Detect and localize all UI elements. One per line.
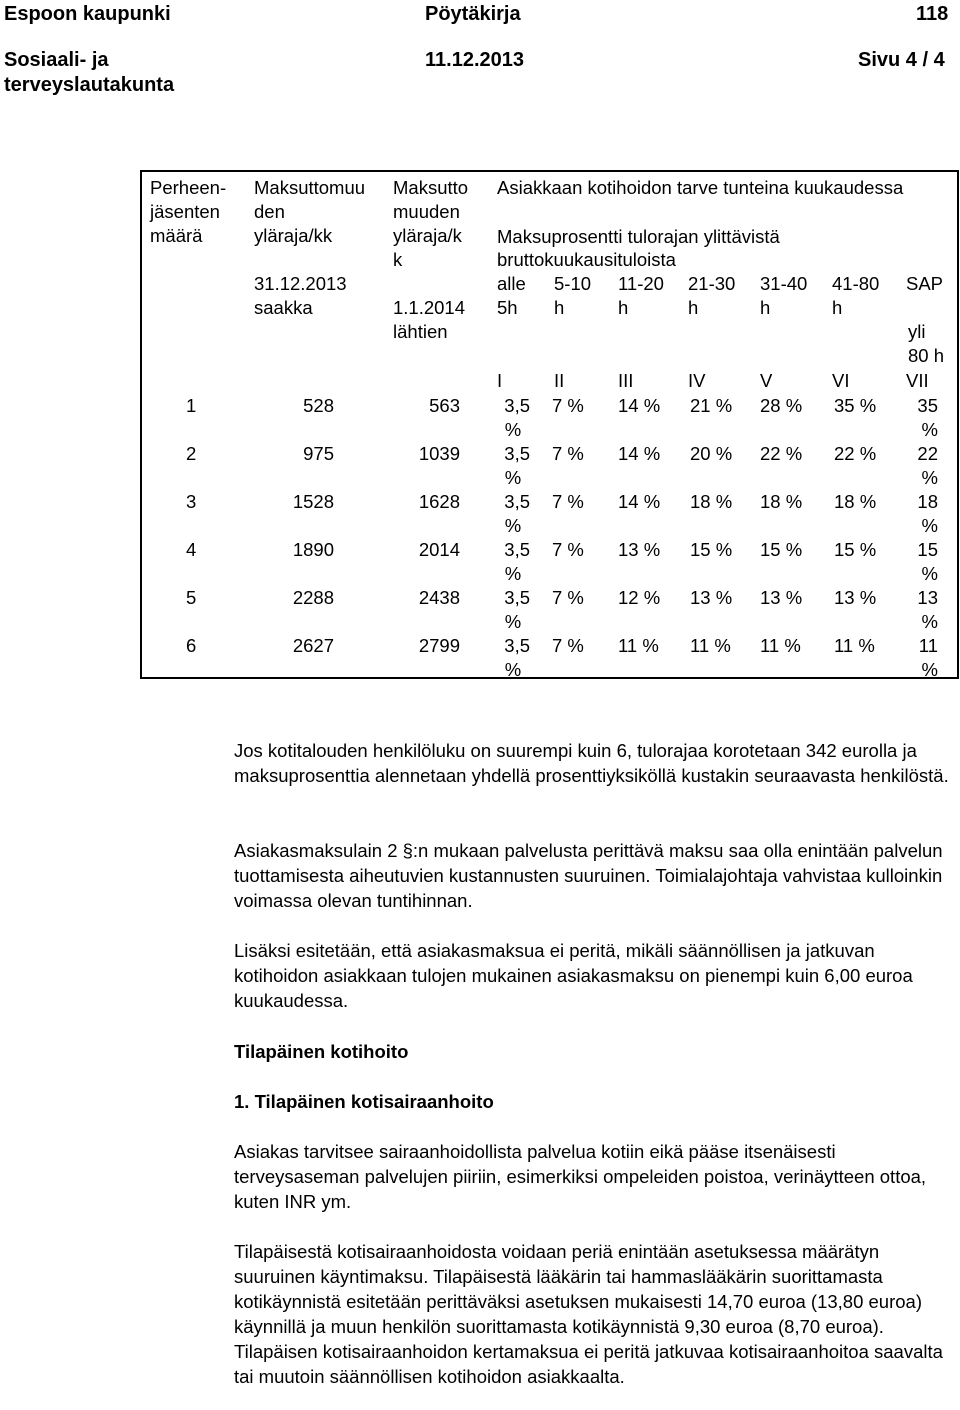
row-class-ii-value: 7 % <box>552 395 584 416</box>
header-hour-range: SAP <box>906 273 944 294</box>
header-old-limit: den <box>254 201 285 222</box>
header-family-size: jäsenten <box>150 201 220 222</box>
header-class-numeral: IV <box>688 370 706 391</box>
header-class-numeral: VII <box>906 370 929 391</box>
header-hour-range: h <box>760 297 771 318</box>
header-old-limit: saakka <box>254 297 313 318</box>
row-class-i-value: 3,5 <box>504 443 530 464</box>
row-old-limit: 1528 <box>292 491 334 512</box>
header-hour-range: h <box>832 297 843 318</box>
header-old-limit: 31.12.2013 <box>254 273 347 294</box>
row-old-limit: 975 <box>303 443 334 464</box>
city-name: Espoon kaupunki <box>4 3 171 25</box>
row-class-v-value: 28 % <box>760 395 803 416</box>
row-old-limit: 1890 <box>292 539 334 560</box>
row-class-iv-value: 11 % <box>690 635 731 656</box>
header-class-numeral: VI <box>832 370 850 391</box>
row-class-vi-value: 13 % <box>834 587 877 608</box>
row-class-ii-value: 7 % <box>552 635 584 656</box>
header-hour-range: 31-40 <box>760 273 808 294</box>
row-family-size: 4 <box>186 539 197 560</box>
header-hour-range: yli <box>908 321 926 342</box>
row-class-v-value: 18 % <box>760 491 803 512</box>
row-class-i-unit: % <box>504 419 522 440</box>
row-class-vii-value: 22 <box>917 443 938 464</box>
header-hour-range: 80 h <box>908 345 945 366</box>
header-class-numeral: II <box>554 370 565 391</box>
row-family-size: 6 <box>186 635 197 656</box>
table-border-left <box>140 170 142 677</box>
row-new-limit: 2799 <box>418 635 460 656</box>
row-class-iii-value: 11 % <box>618 635 659 656</box>
header-new-limit: yläraja/k <box>393 225 462 246</box>
row-class-iii-value: 12 % <box>618 587 661 608</box>
row-class-iii-value: 14 % <box>618 395 661 416</box>
row-class-iv-value: 21 % <box>690 395 733 416</box>
row-class-i-value: 3,5 <box>504 587 530 608</box>
header-hour-range: h <box>554 297 565 318</box>
header-hour-range: 5h <box>497 297 518 318</box>
header-care-need: Asiakkaan kotihoidon tarve tunteina kuukaudessa <box>497 177 904 198</box>
header-class-numeral: I <box>497 370 503 391</box>
row-class-ii-value: 7 % <box>552 443 584 464</box>
row-class-vii-unit: % <box>921 419 938 440</box>
row-class-i-value: 3,5 <box>504 539 530 560</box>
row-class-v-value: 13 % <box>760 587 803 608</box>
header-new-limit: k <box>393 249 403 270</box>
row-class-vii-unit: % <box>921 515 938 536</box>
row-class-vi-value: 22 % <box>834 443 877 464</box>
paragraph-minimum-fee: Lisäksi esitetään, että asiakasmaksua ei peritä, mikäli säännöllisen ja jatkuvan kotihoidon asiakkaan tulojen mukainen asiakasmaksu on pienempi kuin 6,00 euroa kuukaudessa. <box>234 940 913 1011</box>
header-hour-range: h <box>618 297 629 318</box>
board-name-line2: terveyslautakunta <box>4 74 175 96</box>
page-indicator: Sivu 4 / 4 <box>858 49 945 71</box>
header-hour-range: 11-20 <box>618 273 664 294</box>
header-percentage-line1: Maksuprosentti tulorajan ylittävistä <box>497 226 780 247</box>
header-class-numeral: III <box>618 370 634 391</box>
row-family-size: 2 <box>186 443 197 464</box>
header-old-limit: Maksuttomuu <box>254 177 366 198</box>
header-new-limit: 1.1.2014 <box>393 297 466 318</box>
row-class-vii-value: 15 <box>917 539 938 560</box>
row-class-vii-value: 35 <box>917 395 938 416</box>
row-class-i-value: 3,5 <box>504 491 530 512</box>
row-class-iv-value: 18 % <box>690 491 733 512</box>
row-class-vii-unit: % <box>921 467 938 488</box>
row-class-i-unit: % <box>504 659 522 680</box>
row-class-i-unit: % <box>504 467 522 488</box>
row-class-v-value: 11 % <box>760 635 801 656</box>
meeting-date: 11.12.2013 <box>425 49 524 71</box>
row-class-vi-value: 35 % <box>834 395 877 416</box>
row-class-vi-value: 11 % <box>834 635 875 656</box>
paragraph-nursing-need: Asiakas tarvitsee sairaanhoidollista palvelua kotiin eikä pääse itsenäisesti terveysaseman palvelujen piiriin, esimerkiksi ompeleiden poistoa, verinäytteen ottoa, kuten INR ym. <box>234 1141 927 1212</box>
row-class-v-value: 22 % <box>760 443 803 464</box>
row-class-i-unit: % <box>504 515 522 536</box>
row-new-limit: 2438 <box>418 587 460 608</box>
heading-temporary-home-nursing: 1. Tilapäinen kotisairaanhoito <box>234 1091 494 1112</box>
header-family-size: määrä <box>150 225 203 246</box>
header-hour-range: 21-30 <box>688 273 736 294</box>
row-class-vii-unit: % <box>921 563 938 584</box>
row-new-limit: 2014 <box>418 539 460 560</box>
header-new-limit: Maksutto <box>393 177 469 198</box>
row-class-vii-value: 11 <box>918 635 938 656</box>
paragraph-law-reference: Asiakasmaksulain 2 §:n mukaan palvelusta perittävä maksu saa olla enintään palvelun tuottamisesta aiheutuvien kustannusten suuruinen. Toimialajohtaja vahvistaa kulloinkin voimassa olevan tuntihinnan. <box>234 840 943 911</box>
row-new-limit: 563 <box>429 395 460 416</box>
header-hour-range: 5-10 <box>554 273 592 294</box>
header-new-limit: lähtien <box>393 321 448 342</box>
row-class-iv-value: 20 % <box>690 443 733 464</box>
header-hour-range: alle <box>497 273 526 294</box>
row-old-limit: 528 <box>303 395 334 416</box>
row-class-i-value: 3,5 <box>504 635 530 656</box>
row-old-limit: 2288 <box>292 587 334 608</box>
heading-temporary-home-care: Tilapäinen kotihoito <box>234 1041 409 1062</box>
header-old-limit: yläraja/kk <box>254 225 333 246</box>
row-class-i-unit: % <box>504 563 522 584</box>
row-class-i-unit: % <box>504 611 522 632</box>
row-class-iii-value: 14 % <box>618 443 661 464</box>
row-class-ii-value: 7 % <box>552 491 584 512</box>
row-family-size: 1 <box>186 395 197 416</box>
row-class-ii-value: 7 % <box>552 539 584 560</box>
row-new-limit: 1039 <box>418 443 460 464</box>
row-class-vii-unit: % <box>921 611 938 632</box>
row-class-vi-value: 18 % <box>834 491 877 512</box>
board-name-line1: Sosiaali- ja <box>4 49 109 71</box>
row-class-ii-value: 7 % <box>552 587 584 608</box>
table-border-bottom <box>140 677 957 679</box>
paragraph-household-size: Jos kotitalouden henkilöluku on suurempi kuin 6, tulorajaa korotetaan 342 eurolla ja maksuprosenttia alennetaan yhdellä prosenttiyksiköllä kustakin seuraavasta henkilöstä. <box>234 740 949 786</box>
header-new-limit: muuden <box>393 201 460 222</box>
row-family-size: 5 <box>186 587 197 608</box>
row-class-vii-unit: % <box>921 659 938 680</box>
row-class-vi-value: 15 % <box>834 539 877 560</box>
row-class-iii-value: 13 % <box>618 539 661 560</box>
header-percentage-line2: bruttokuukausituloista <box>497 249 676 270</box>
row-class-iv-value: 15 % <box>690 539 733 560</box>
row-new-limit: 1628 <box>418 491 460 512</box>
row-class-vii-value: 13 <box>917 587 938 608</box>
document-number: 118 <box>916 3 949 25</box>
header-hour-range: 41-80 <box>832 273 880 294</box>
paragraph-visit-fees: Tilapäisestä kotisairaanhoidosta voidaan periä enintään asetuksessa määrätyn suuruinen käyntimaksu. Tilapäisestä lääkärin tai hammaslääkärin suorittamasta kotikäynnistä esitetään perittäväksi asetuksen mukaisesti 14,70 euroa (13,80 euroa) käynnillä ja muun henkilön suorittamasta kotikäynnistä 9,30 euroa (8,70 euroa). Tilapäisen kotisairaanhoidon kertamaksua ei peritä jatkuvaa kotisairaanhoitoa saavalta tai muutoin säännöllisen kotihoidon asiakkaalta. <box>234 1241 943 1387</box>
row-class-iv-value: 13 % <box>690 587 733 608</box>
row-class-v-value: 15 % <box>760 539 803 560</box>
header-hour-range: h <box>688 297 699 318</box>
row-class-i-value: 3,5 <box>504 395 530 416</box>
table-border-right <box>957 170 959 679</box>
row-old-limit: 2627 <box>292 635 334 656</box>
row-class-iii-value: 14 % <box>618 491 661 512</box>
table-border-top <box>140 170 957 172</box>
header-class-numeral: V <box>760 370 773 391</box>
header-family-size: Perheen- <box>150 177 227 198</box>
document-type: Pöytäkirja <box>425 3 521 25</box>
row-class-vii-value: 18 <box>917 491 938 512</box>
row-family-size: 3 <box>186 491 197 512</box>
